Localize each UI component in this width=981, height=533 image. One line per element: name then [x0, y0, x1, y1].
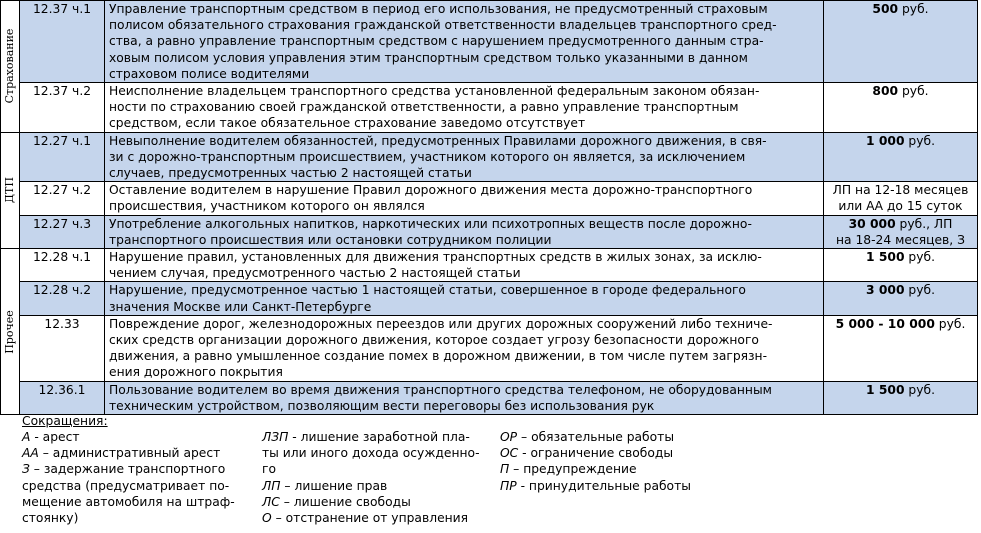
abbreviation-meaning: - лишение заработной пла-	[288, 430, 470, 444]
abbreviation-meaning: стоянку)	[22, 511, 79, 526]
penalty-line	[824, 216, 977, 232]
abbreviation-code: А	[22, 430, 31, 444]
penalty-text: руб.	[904, 250, 935, 265]
penalty-cell	[824, 182, 978, 215]
category-cell	[1, 249, 20, 415]
table-row	[1, 249, 978, 282]
penalty-text: руб., ЛП	[895, 216, 953, 231]
table-row	[1, 381, 978, 414]
penalty-line	[824, 382, 977, 398]
description-line: ховым полисом условия управления этим транспортным средством только указанными в данном	[109, 50, 748, 65]
article-cell: 12.36.1	[20, 381, 105, 414]
abbreviation-meaning: - ограничение свободы	[518, 446, 674, 461]
penalty-line-2: на 18-24 месяцев, З	[835, 232, 965, 247]
description-line: Употребление алкогольных напитков, наркотических или психотропных веществ после дорожно-	[109, 216, 752, 231]
description-cell	[105, 182, 824, 215]
table-row	[1, 282, 978, 315]
description-cell	[105, 315, 824, 381]
penalty-cell	[824, 249, 978, 282]
penalty-text: ЛП на 12-18 месяцев	[832, 183, 969, 198]
description-line: ства, а равно управление транспортным средством с нарушением предусмотренного данным стра-	[109, 34, 764, 49]
abbreviation-item	[262, 429, 502, 445]
description-line: Оставление водителем в нарушение Правил дорожного движения места дорожно-транспортного	[109, 183, 753, 198]
abbreviation-meaning: – лишение свободы	[279, 494, 411, 509]
article-cell: 12.28 ч.1	[20, 249, 105, 282]
description-cell	[105, 215, 824, 248]
description-line: Нарушение правил, установленных для движения транспортных средств в жилых зонах, за исклю-	[109, 250, 762, 265]
abbreviation-item	[22, 478, 262, 494]
abbreviations-legend	[22, 413, 742, 526]
abbreviations-column-1	[22, 429, 262, 526]
abbreviation-item	[262, 494, 502, 510]
abbreviation-item	[262, 461, 502, 477]
article-cell: 12.33	[20, 315, 105, 381]
table-row	[1, 182, 978, 215]
abbreviation-code: ОР	[500, 430, 518, 444]
abbreviation-meaning: ты или иного дохода осужденно-	[262, 446, 480, 461]
category-label: ДТП	[2, 177, 16, 204]
penalty-amount: 800	[872, 84, 899, 99]
abbreviation-meaning: - принудительные работы	[516, 478, 691, 493]
abbreviation-item	[22, 461, 262, 477]
penalty-line	[824, 133, 977, 149]
description-line: техническим устройством, позволяющим вести переговоры без использования рук	[109, 398, 655, 413]
abbreviation-code: ЛС	[262, 494, 280, 509]
fines-table-body	[1, 1, 978, 415]
abbreviation-code: ПР	[500, 478, 517, 493]
abbreviation-code: АА	[22, 446, 39, 461]
description-line: Повреждение дорог, железнодорожных переездов или других дорожных сооружений либо техниче-	[109, 316, 773, 331]
description-line: чением случая, предусмотренного частью 2 настоящей статьи	[109, 266, 521, 281]
description-line: Неисполнение владельцем транспортного средства установленной федеральным законом обязан-	[109, 84, 760, 99]
table-row	[1, 315, 978, 381]
abbreviation-meaning: – лишение прав	[280, 478, 388, 493]
article-cell: 12.37 ч.1	[20, 1, 105, 83]
abbreviation-item	[500, 445, 740, 461]
abbreviation-item	[22, 445, 262, 461]
article-cell: 12.27 ч.2	[20, 182, 105, 215]
description-line: случаев, предусмотренных частью 2 настоящей статьи	[109, 166, 472, 181]
description-line: ения дорожного покрытия	[109, 365, 283, 380]
penalty-cell	[824, 83, 978, 133]
abbreviations-column-2	[262, 429, 502, 526]
description-cell	[105, 83, 824, 133]
description-line: транспортного происшествия или остановки сотрудником полиции	[109, 232, 552, 247]
abbreviation-meaning: – задержание транспортного	[29, 462, 226, 477]
penalty-text: руб.	[904, 382, 935, 397]
abbreviation-item	[22, 429, 262, 445]
table-row	[1, 132, 978, 182]
abbreviation-meaning: - арест	[30, 430, 80, 444]
penalty-line	[824, 182, 977, 198]
penalty-line	[824, 282, 977, 298]
abbreviation-item	[500, 478, 740, 494]
abbreviation-meaning: – обязательные работы	[517, 430, 675, 444]
article-cell: 12.37 ч.2	[20, 83, 105, 133]
abbreviation-item	[22, 494, 262, 510]
description-cell	[105, 1, 824, 83]
abbreviation-code: П	[500, 462, 510, 477]
penalty-cell	[824, 215, 978, 248]
penalty-line	[824, 1, 977, 17]
penalty-cell	[824, 132, 978, 182]
table-row	[1, 215, 978, 248]
penalty-line	[824, 249, 977, 265]
abbreviation-meaning: – отстранение от управления	[271, 511, 469, 526]
abbreviation-item	[500, 429, 740, 445]
penalty-text: руб.	[898, 2, 929, 16]
abbreviation-code: ЛП	[262, 478, 281, 493]
penalty-amount: 30 000	[848, 216, 896, 231]
penalty-text: руб.	[904, 283, 935, 298]
description-line: значения Москве или Санкт-Петербурге	[109, 299, 372, 314]
abbreviations-column-3	[500, 429, 740, 494]
abbreviation-meaning: средства (предусматривает по-	[22, 478, 230, 493]
penalty-amount: 1 000	[866, 133, 905, 148]
description-line: происшествия, участником которого он являлся	[109, 199, 425, 214]
abbreviation-meaning: мещение автомобиля на штраф-	[22, 494, 235, 509]
abbreviation-item	[500, 461, 740, 477]
description-cell	[105, 282, 824, 315]
description-line: Управление транспортным средством в период его использования, не предусмотренный страховым	[109, 2, 768, 16]
penalty-amount: 1 500	[866, 250, 905, 265]
abbreviation-code: З	[22, 462, 30, 477]
penalty-text: руб.	[904, 133, 935, 148]
table-row	[1, 83, 978, 133]
category-label: Страхование	[2, 28, 16, 104]
article-cell: 12.27 ч.3	[20, 215, 105, 248]
penalty-line-2: или АА до 15 суток	[838, 199, 963, 214]
description-line: Невыполнение водителем обязанностей, предусмотренных Правилами дорожного движения, в свя-	[109, 133, 767, 148]
abbreviation-item	[22, 510, 262, 526]
article-cell: 12.27 ч.1	[20, 132, 105, 182]
penalty-text: руб.	[898, 84, 929, 99]
description-line: полисом обязательного страхования гражданской ответственности владельцев транспортного сред-	[109, 18, 777, 33]
penalty-amount: 5 000 - 10 000	[835, 316, 935, 331]
category-cell	[1, 1, 20, 133]
description-line: ских средств организации дорожного движения, которое создает угрозу безопасности дорожного	[109, 333, 759, 348]
description-line: движения, а равно умышленное создание помех в дорожном движении, в том числе путем загрязн-	[109, 349, 768, 364]
article-cell: 12.28 ч.2	[20, 282, 105, 315]
penalty-amount: 1 500	[866, 382, 905, 397]
abbreviation-meaning: – административный арест	[38, 446, 221, 461]
penalty-cell	[824, 1, 978, 83]
abbreviation-code: О	[262, 511, 272, 526]
abbreviation-item	[262, 445, 502, 461]
penalty-cell	[824, 381, 978, 414]
abbreviation-item	[262, 478, 502, 494]
abbreviations-title: Сокращения:	[22, 414, 108, 428]
penalty-amount: 500	[872, 2, 899, 16]
penalty-amount: 3 000	[866, 283, 905, 298]
penalty-line	[824, 316, 977, 332]
category-cell	[1, 132, 20, 248]
penalty-line	[824, 83, 977, 99]
description-line: средством, если такое обязательное страхование заведомо отсутствует	[109, 116, 586, 131]
abbreviation-code: ОС	[500, 446, 519, 461]
description-cell	[105, 249, 824, 282]
category-label: Прочее	[2, 309, 16, 354]
abbreviation-meaning: го	[262, 462, 276, 477]
description-line: Нарушение, предусмотренное частью 1 настоящей статьи, совершенное в городе федерального	[109, 283, 746, 298]
description-line: ности по страхованию своей гражданской ответственности, а равно управление транспортным	[109, 100, 739, 115]
abbreviation-meaning: – предупреждение	[509, 462, 637, 477]
penalty-cell	[824, 282, 978, 315]
table-row	[1, 1, 978, 83]
description-cell	[105, 132, 824, 182]
description-line: страховом полисе водителями	[109, 66, 310, 81]
abbreviation-code: ЛЗП	[262, 430, 289, 444]
penalty-text: руб.	[934, 316, 966, 331]
penalty-cell	[824, 315, 978, 381]
description-line: зи с дорожно-транспортным происшествием, участником которого он является, за исключением	[109, 149, 746, 164]
abbreviation-item	[262, 510, 502, 526]
description-line: Пользование водителем во время движения транспортного средства телефоном, не оборудованным	[109, 382, 772, 397]
description-cell	[105, 381, 824, 414]
